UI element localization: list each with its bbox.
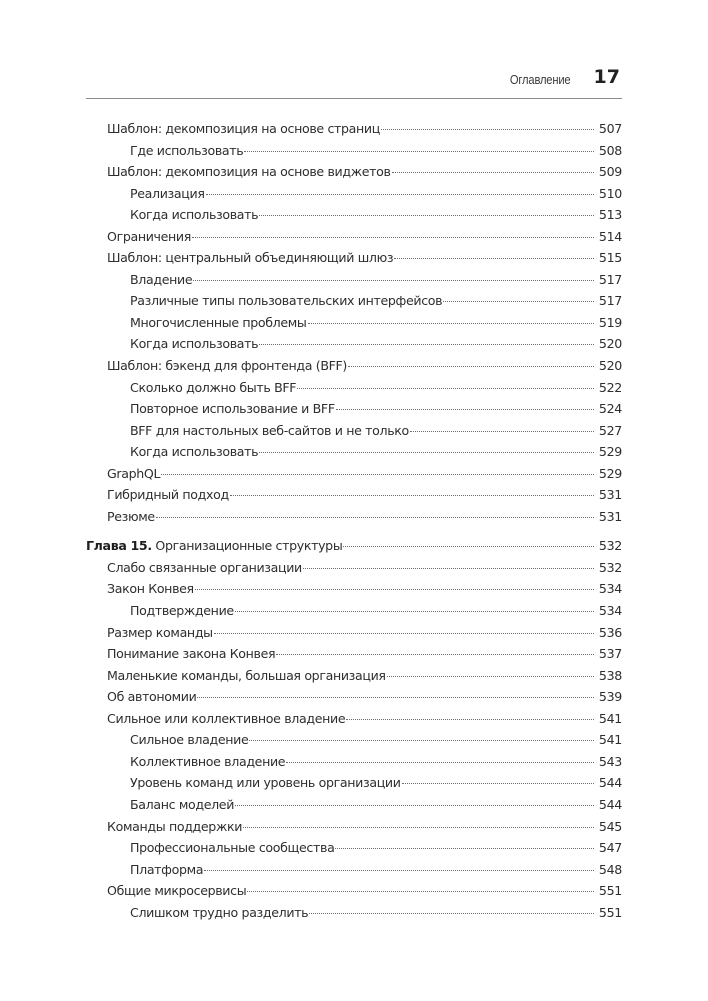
- toc-page-number: 514: [598, 228, 622, 244]
- toc-entry[interactable]: [86, 729, 622, 751]
- toc-entry[interactable]: [86, 290, 622, 312]
- dot-leader: [235, 610, 594, 612]
- toc-entry-label: Когда использовать: [130, 336, 259, 352]
- dot-leader: [193, 279, 594, 281]
- toc-entry[interactable]: [86, 247, 622, 269]
- toc-page-number: 510: [598, 185, 622, 201]
- toc-entry-label: Многочисленные проблемы: [130, 314, 307, 330]
- toc-page-number: 537: [598, 646, 622, 662]
- dot-leader: [230, 494, 594, 496]
- toc-entry-label: Шаблон: бэкенд для фронтенда (BFF): [107, 358, 347, 374]
- toc-page-number: 531: [598, 487, 622, 503]
- toc-entry[interactable]: [86, 600, 622, 622]
- toc-entry-label: Об автономии: [107, 689, 197, 705]
- toc-entry-label: Сильное владение: [130, 732, 249, 748]
- toc-entry[interactable]: [86, 816, 622, 838]
- toc-page-number: 529: [598, 465, 622, 481]
- toc-entry-label: Сколько должно быть BFF: [130, 379, 297, 395]
- toc-entry-label: Коллективное владение: [130, 753, 286, 769]
- dot-leader: [156, 516, 594, 518]
- toc-entry-label: Платформа: [130, 861, 204, 877]
- dot-leader: [204, 869, 594, 871]
- dot-leader: [303, 567, 594, 569]
- toc-entry[interactable]: [86, 269, 622, 291]
- dot-leader: [276, 653, 594, 655]
- toc-page-number: 551: [598, 904, 622, 920]
- toc-page-number: 517: [598, 271, 622, 287]
- toc-page-number: 517: [598, 293, 622, 309]
- toc-entry-label: [86, 535, 342, 557]
- header-title: Оглавление: [509, 72, 570, 87]
- dot-leader: [410, 430, 594, 432]
- toc-entry-label: Где использовать: [130, 142, 244, 158]
- toc-entry-label: BFF для настольных веб-сайтов и не только: [130, 422, 409, 438]
- dot-leader: [243, 826, 594, 828]
- toc-entry[interactable]: [86, 420, 622, 442]
- toc-entry[interactable]: [86, 557, 622, 579]
- toc-entry-label: Уровень команд или уровень организации: [130, 775, 401, 791]
- toc-entry[interactable]: [86, 643, 622, 665]
- toc-entry-label: Ограничения: [107, 228, 191, 244]
- toc-entry[interactable]: [86, 463, 622, 485]
- toc-page-number: 529: [598, 444, 622, 460]
- toc-page-number: 527: [598, 422, 622, 438]
- dot-leader: [348, 365, 594, 367]
- header-page-number: 17: [593, 66, 620, 88]
- toc-entry[interactable]: [86, 880, 622, 902]
- toc-entry[interactable]: [86, 183, 622, 205]
- toc-page-number: 543: [598, 753, 622, 769]
- toc-entry[interactable]: [86, 333, 622, 355]
- toc-entry[interactable]: [86, 441, 622, 463]
- toc-page-number: 513: [598, 207, 622, 223]
- dot-leader: [343, 545, 594, 547]
- toc-entry-label: GraphQL: [107, 465, 161, 481]
- toc-page-number: 522: [598, 379, 622, 395]
- toc-entry[interactable]: [86, 902, 622, 924]
- dot-leader: [443, 300, 594, 302]
- toc-page-number: 534: [598, 581, 622, 597]
- toc-page-number: 536: [598, 624, 622, 640]
- toc-page-number: 544: [598, 775, 622, 791]
- dot-leader: [249, 739, 594, 741]
- toc-entry-label: Команды поддержки: [107, 818, 243, 834]
- toc-entry[interactable]: [86, 140, 622, 162]
- toc-page-number: 507: [598, 121, 622, 136]
- dot-leader: [308, 322, 594, 324]
- toc-entry-label: Владение: [130, 271, 193, 287]
- toc-page-number: 551: [598, 883, 622, 899]
- toc-entry-label: Резюме: [107, 508, 155, 524]
- toc-page-number: 541: [598, 732, 622, 748]
- dot-leader: [402, 782, 594, 784]
- toc-page-number: 524: [598, 401, 622, 417]
- dot-leader: [381, 128, 594, 130]
- toc-page-number: 519: [598, 314, 622, 330]
- toc-page-number: 541: [598, 710, 622, 726]
- chapter-title: Организационные структуры: [151, 538, 343, 554]
- toc-entry[interactable]: [86, 118, 622, 140]
- toc-entry-label: Размер команды: [107, 624, 213, 640]
- toc-page-number: 534: [598, 603, 622, 619]
- toc-entry-label: Понимание закона Конвея: [107, 646, 276, 662]
- dot-leader: [235, 804, 594, 806]
- toc-entry[interactable]: [86, 859, 622, 881]
- dot-leader: [161, 473, 594, 475]
- toc-page-number: 532: [598, 559, 622, 575]
- toc-entry-label: Шаблон: центральный объединяющий шлюз: [107, 250, 394, 266]
- toc-entry-label: Реализация: [130, 185, 205, 201]
- toc-entry[interactable]: [86, 204, 622, 226]
- toc-entry[interactable]: [86, 377, 622, 399]
- toc-entry-label: Сильное или коллективное владение: [107, 710, 346, 726]
- running-header: [86, 60, 622, 99]
- toc-entry-label: Закон Конвея: [107, 581, 194, 597]
- toc-entry[interactable]: [86, 578, 622, 600]
- dot-leader: [259, 451, 594, 453]
- toc-entry[interactable]: [86, 622, 622, 644]
- dot-leader: [259, 214, 594, 216]
- dot-leader: [387, 675, 594, 677]
- toc-entry[interactable]: [86, 794, 622, 816]
- toc-entry-label: Слишком трудно разделить: [130, 904, 309, 920]
- toc-entry[interactable]: [86, 484, 622, 506]
- toc-entry-label: Слабо связанные организации: [107, 559, 302, 575]
- toc-entry[interactable]: [86, 751, 622, 773]
- toc-entry-label: Шаблон: декомпозиция на основе страниц: [107, 121, 380, 136]
- toc-entry-label: Общие микросервисы: [107, 883, 247, 899]
- dot-leader: [335, 847, 594, 849]
- toc-page-number: 548: [598, 861, 622, 877]
- dot-leader: [394, 257, 594, 259]
- toc-entry-label: Гибридный подход: [107, 487, 229, 503]
- toc-entry-label: Баланс моделей: [130, 796, 235, 812]
- chapter-number: Глава 15.: [86, 538, 152, 554]
- toc-entry[interactable]: [86, 506, 622, 528]
- toc-page-number: 545: [598, 818, 622, 834]
- dot-leader: [286, 761, 594, 763]
- toc-page-number: 538: [598, 667, 622, 683]
- toc-entry[interactable]: [86, 708, 622, 730]
- toc-page-number: 509: [598, 164, 622, 180]
- dot-leader: [309, 912, 594, 914]
- toc-entry-label: Маленькие команды, большая организация: [107, 667, 386, 683]
- toc-entry[interactable]: [86, 355, 622, 377]
- toc-chapter-entry[interactable]: [86, 535, 622, 557]
- toc-page-number: 508: [598, 142, 622, 158]
- toc-entry-label: Когда использовать: [130, 444, 259, 460]
- toc-entry-label: Подтверждение: [130, 603, 234, 619]
- toc-entry-label: Когда использовать: [130, 207, 259, 223]
- toc-page-number: 520: [598, 358, 622, 374]
- toc-entry[interactable]: [86, 226, 622, 248]
- toc-entry[interactable]: [86, 312, 622, 334]
- dot-leader: [297, 387, 594, 389]
- dot-leader: [392, 171, 594, 173]
- toc-page-number: 531: [598, 508, 622, 524]
- toc-page-number: 539: [598, 689, 622, 705]
- dot-leader: [346, 718, 594, 720]
- toc-entry-label: Повторное использование и BFF: [130, 401, 335, 417]
- toc-entry-label: Различные типы пользовательских интерфейсов: [130, 293, 443, 309]
- toc-page-number: 520: [598, 336, 622, 352]
- toc-entry[interactable]: [86, 686, 622, 708]
- toc-entry[interactable]: [86, 161, 622, 183]
- dot-leader: [244, 150, 594, 152]
- toc-page-number: 544: [598, 796, 622, 812]
- toc-entry[interactable]: [86, 772, 622, 794]
- toc-page-number: 532: [598, 538, 622, 554]
- toc-entry[interactable]: [86, 398, 622, 420]
- dot-leader: [195, 588, 594, 590]
- toc-entry-label: Шаблон: декомпозиция на основе виджетов: [107, 164, 391, 180]
- toc-page-number: 515: [598, 250, 622, 266]
- dot-leader: [192, 236, 594, 238]
- dot-leader: [247, 890, 594, 892]
- dot-leader: [197, 696, 594, 698]
- table-of-contents: [86, 118, 622, 923]
- dot-leader: [214, 632, 594, 634]
- toc-page-number: 547: [598, 840, 622, 856]
- toc-entry[interactable]: [86, 837, 622, 859]
- dot-leader: [206, 193, 594, 195]
- dot-leader: [336, 408, 594, 410]
- toc-entry-label: Профессиональные сообщества: [130, 840, 335, 856]
- dot-leader: [259, 343, 594, 345]
- toc-entry[interactable]: [86, 665, 622, 687]
